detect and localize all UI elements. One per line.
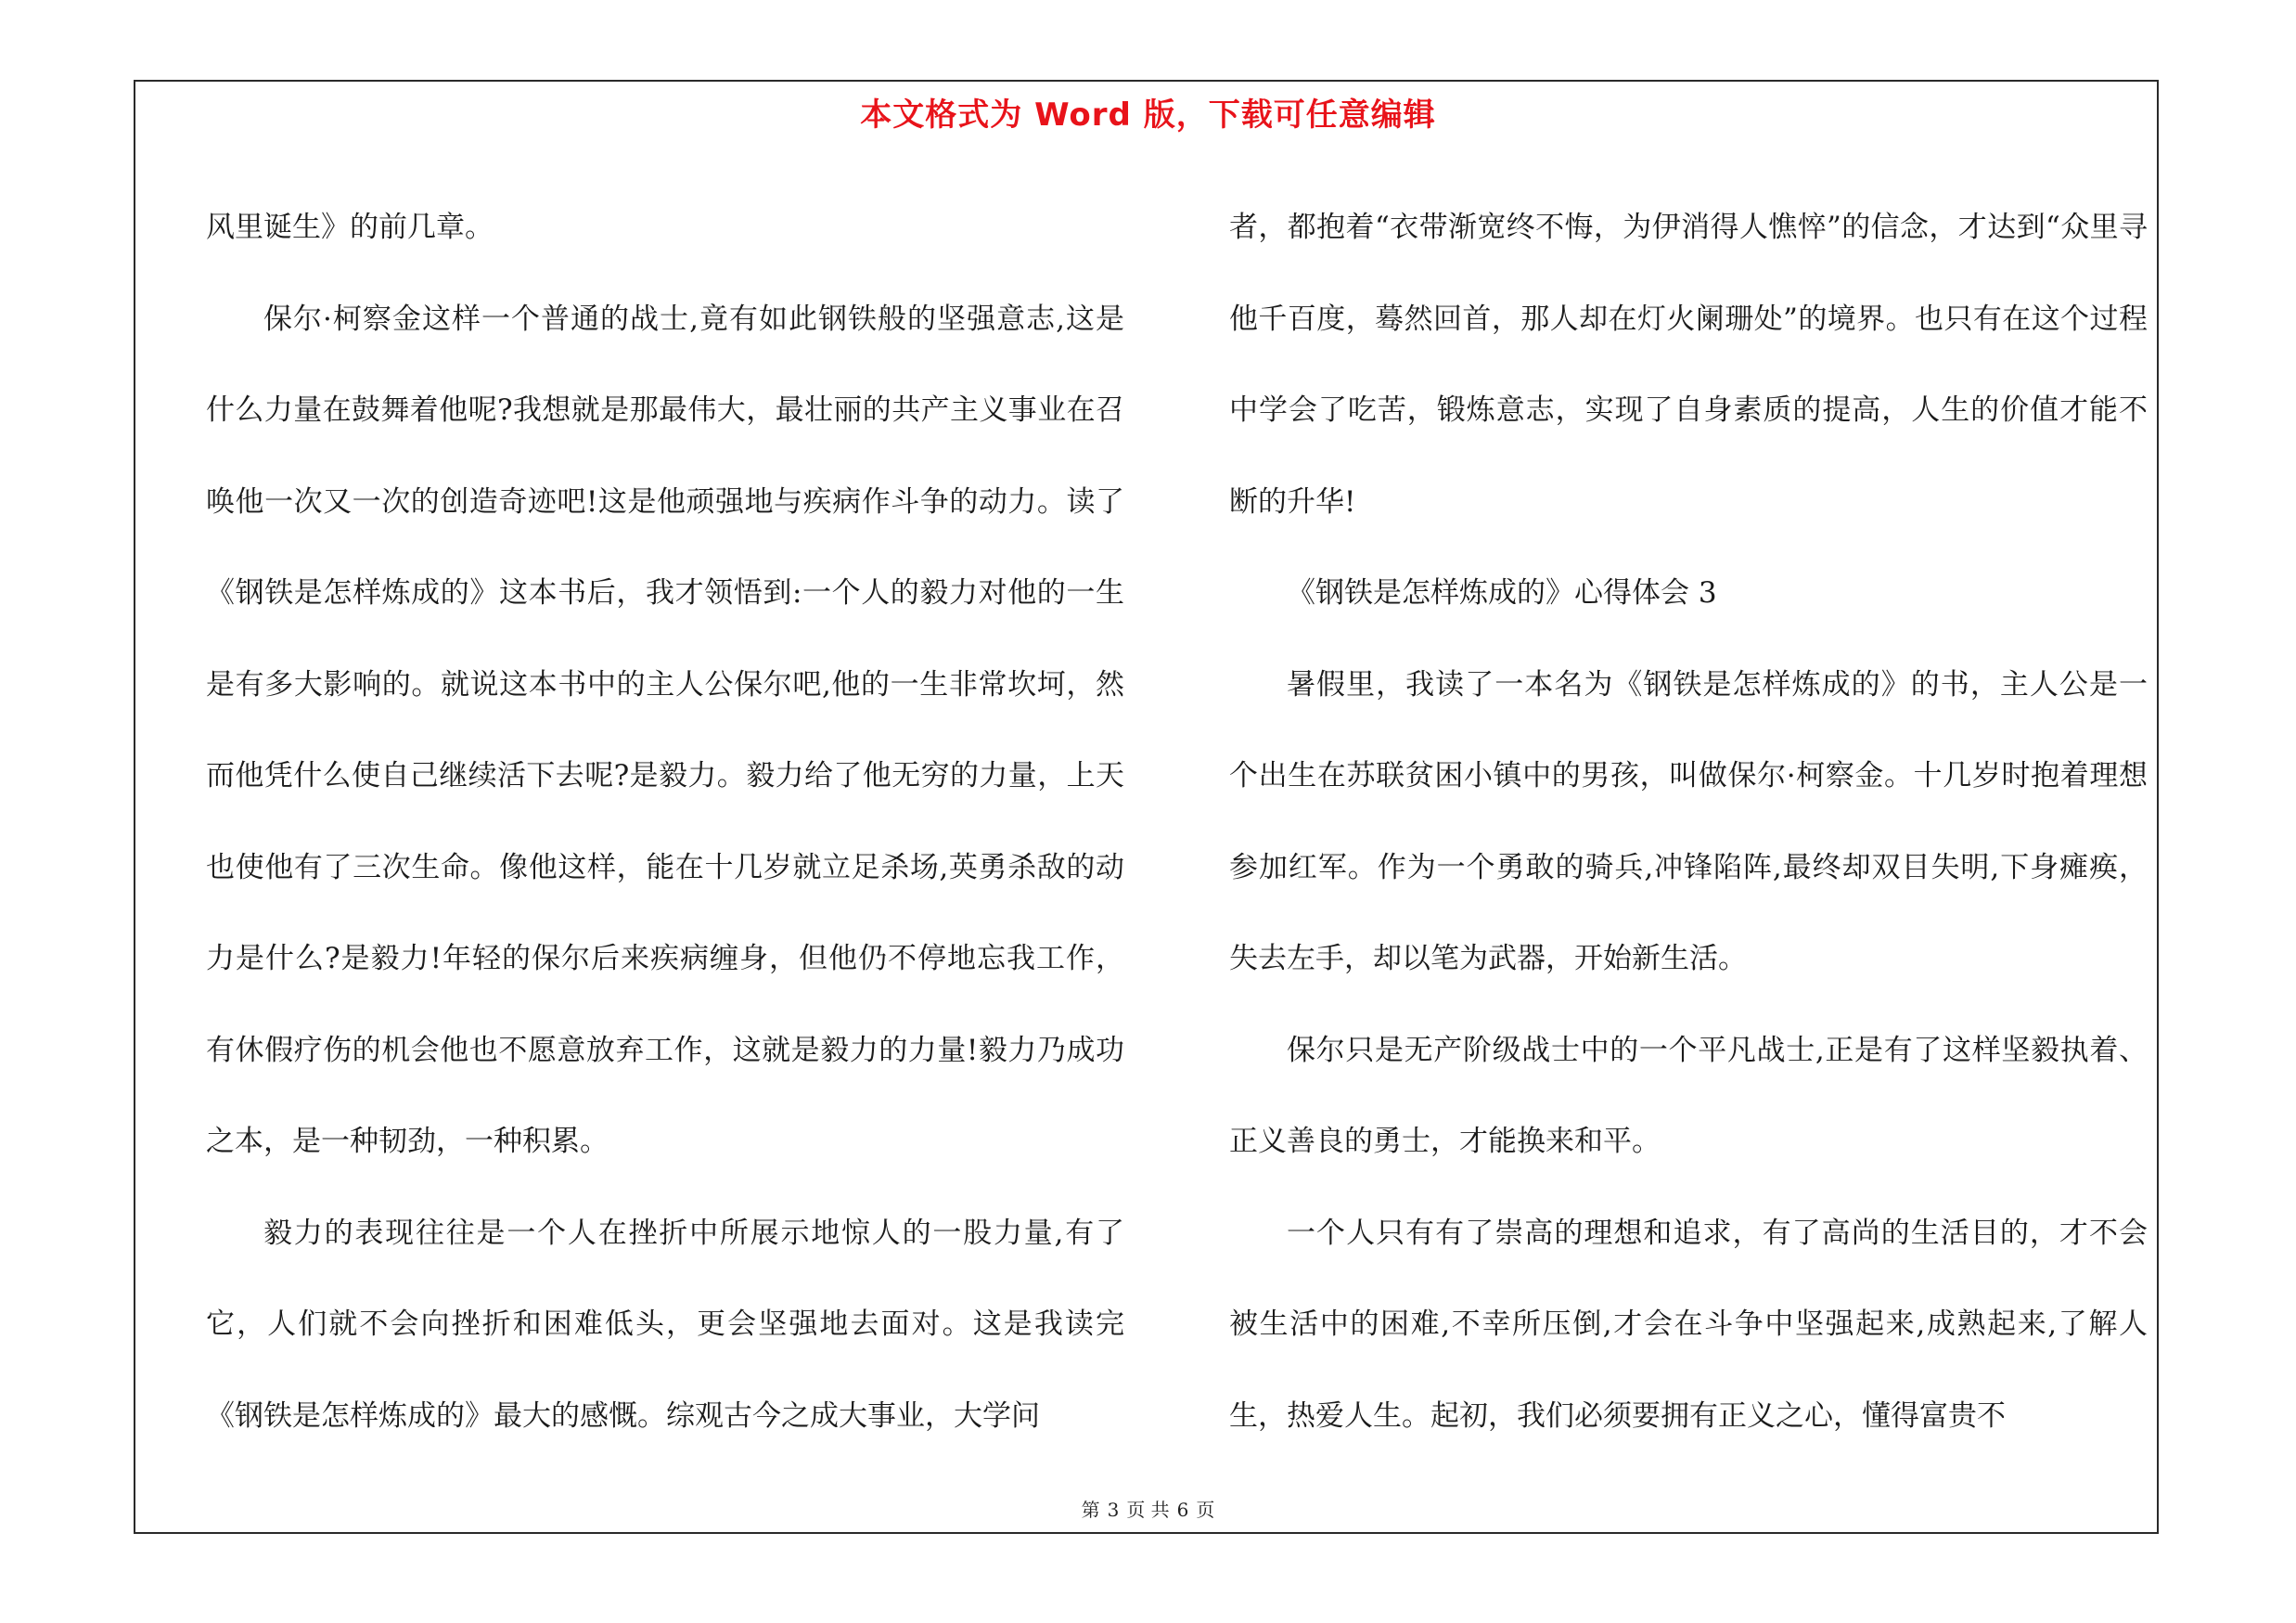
page-current: 3 <box>1107 1499 1120 1521</box>
paragraph: 毅力的表现往往是一个人在挫折中所展示地惊人的一股力量,有了它，人们就不会向挫折和困难低头，更会坚强地去面对。这是我读完《钢铁是怎样炼成的》最大的感慨。综观古今之成大事业，大学问 <box>206 1216 1124 1433</box>
paragraph: 保尔只是无产阶级战士中的一个平凡战士,正是有了这样坚毅执着、正义善良的勇士，才能换来和平。 <box>1229 1033 2148 1158</box>
paragraph: 风里诞生》的前几章。 <box>206 211 494 244</box>
paragraph: 暑假里，我读了一本名为《钢铁是怎样炼成的》的书，主人公是一个出生在苏联贫困小镇中的男孩，叫做保尔·柯察金。十几岁时抱着理想参加红军。作为一个勇敢的骑兵,冲锋陷阵,最终却双目失明,下身瘫痪，失去左手，却以笔为武器，开始新生活。 <box>1229 667 2148 975</box>
page-footer <box>0 1495 2296 1522</box>
page-label-prefix: 第 <box>1081 1499 1100 1521</box>
document-header: 本文格式为 Word 版，下载可任意编辑 <box>860 97 1436 134</box>
paragraph: 者，都抱着“衣带渐宽终不悔，为伊消得人憔悴”的信念，才达到“众里寻他千百度，蓦然回首，那人却在灯火阑珊处”的境界。也只有在这个过程中学会了吃苦，锻炼意志，实现了自身素质的提高，人生的价值才能不断的升华! <box>1229 211 2148 519</box>
paragraph: 一个人只有有了崇高的理想和追求，有了高尚的生活目的，才不会被生活中的困难,不幸所压倒,才会在斗争中坚强起来,成熟起来,了解人生，热爱人生。起初，我们必须要拥有正义之心，懂得富贵不 <box>1229 1216 2148 1433</box>
page-total: 6 <box>1176 1499 1189 1521</box>
left-column <box>206 182 1124 1462</box>
section-heading: 《钢铁是怎样炼成的》心得体会 3 <box>1287 576 1717 610</box>
right-column <box>1229 182 2148 1462</box>
page-label-suffix: 页 <box>1196 1499 1215 1521</box>
page-label-middle: 页 共 <box>1126 1499 1170 1521</box>
paragraph: 保尔·柯察金这样一个普通的战士,竟有如此钢铁般的坚强意志,这是什么力量在鼓舞着他呢?我想就是那最伟大，最壮丽的共产主义事业在召唤他一次又一次的创造奇迹吧!这是他顽强地与疾病作斗争的动力。读了《钢铁是怎样炼成的》这本书后，我才领悟到:一个人的毅力对他的一生是有多大影响的。就说这本书中的主人公保尔吧,他的一生非常坎坷，然而他凭什么使自己继续活下去呢?是毅力。毅力给了他无穷的力量，上天也使他有了三次生命。像他这样，能在十几岁就立足杀场,英勇杀敌的动力是什么?是毅力!年轻的保尔后来疾病缠身，但他仍不停地忘我工作，有休假疗伤的机会他也不愿意放弃工作，这就是毅力的力量!毅力乃成功之本，是一种韧劲，一种积累。 <box>206 302 1124 1158</box>
